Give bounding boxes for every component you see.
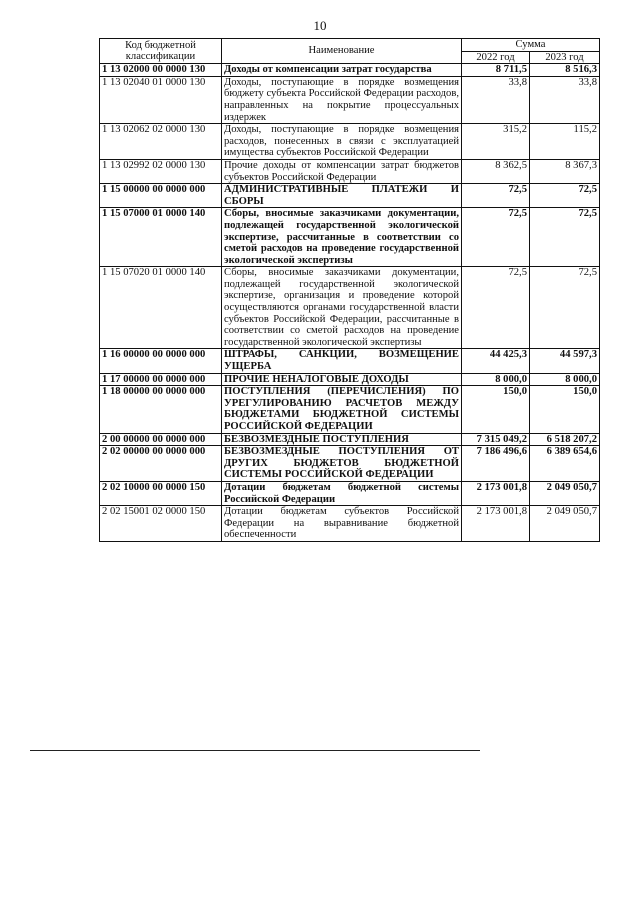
page-number: 10 bbox=[313, 18, 327, 33]
row-code: 2 02 00000 00 0000 000 bbox=[100, 446, 222, 482]
row-name: Доходы, поступающие в порядке возмещения расходов, понесенных в связи с эксплуатацией имущества субъектов Российской Федерации bbox=[222, 124, 462, 160]
row-value-2022: 33,8 bbox=[462, 76, 530, 123]
row-value-2022: 72,5 bbox=[462, 184, 530, 208]
row-name: Прочие доходы от компенсации затрат бюджетов субъектов Российской Федерации bbox=[222, 159, 462, 183]
row-value-2022: 8 711,5 bbox=[462, 64, 530, 77]
row-name: Доходы, поступающие в порядке возмещения бюджету субъекта Российской Федерации расходов, направленных на покрытие процессуальных издержек bbox=[222, 76, 462, 123]
header-year-2023: 2023 год bbox=[530, 51, 600, 64]
row-value-2023: 8 516,3 bbox=[530, 64, 600, 77]
table-row bbox=[100, 208, 600, 267]
row-name: АДМИНИСТРАТИВНЫЕ ПЛАТЕЖИ И СБОРЫ bbox=[222, 184, 462, 208]
row-value-2023: 115,2 bbox=[530, 124, 600, 160]
table-row bbox=[100, 64, 600, 77]
row-code: 1 13 02062 02 0000 130 bbox=[100, 124, 222, 160]
row-value-2022: 7 186 496,6 bbox=[462, 446, 530, 482]
row-code: 1 13 02000 00 0000 130 bbox=[100, 64, 222, 77]
row-code: 2 00 00000 00 0000 000 bbox=[100, 433, 222, 446]
row-name: ШТРАФЫ, САНКЦИИ, ВОЗМЕЩЕНИЕ УЩЕРБА bbox=[222, 349, 462, 373]
row-name: Сборы, вносимые заказчиками документации, подлежащей государственной экологической экспертизе, рассчитанные в соответствии со сметой расходов на проведение государственной экологической экспертизы bbox=[222, 208, 462, 267]
row-value-2023: 6 518 207,2 bbox=[530, 433, 600, 446]
row-value-2023: 33,8 bbox=[530, 76, 600, 123]
table-row bbox=[100, 184, 600, 208]
row-value-2022: 2 173 001,8 bbox=[462, 481, 530, 505]
table-row bbox=[100, 446, 600, 482]
footer-rule bbox=[30, 750, 480, 751]
table-row bbox=[100, 124, 600, 160]
row-name: Доходы от компенсации затрат государства bbox=[222, 64, 462, 77]
table-row bbox=[100, 349, 600, 373]
row-value-2023: 72,5 bbox=[530, 267, 600, 349]
row-value-2022: 315,2 bbox=[462, 124, 530, 160]
row-value-2022: 150,0 bbox=[462, 386, 530, 433]
row-code: 2 02 15001 02 0000 150 bbox=[100, 506, 222, 542]
row-value-2023: 72,5 bbox=[530, 184, 600, 208]
row-value-2022: 72,5 bbox=[462, 267, 530, 349]
row-value-2023: 8 000,0 bbox=[530, 373, 600, 386]
table-row bbox=[100, 159, 600, 183]
row-code: 1 15 00000 00 0000 000 bbox=[100, 184, 222, 208]
row-value-2023: 44 597,3 bbox=[530, 349, 600, 373]
header-sum: Сумма bbox=[462, 39, 600, 52]
row-name: БЕЗВОЗМЕЗДНЫЕ ПОСТУПЛЕНИЯ ОТ ДРУГИХ БЮДЖЕТОВ БЮДЖЕТНОЙ СИСТЕМЫ РОССИЙСКОЙ ФЕДЕРАЦИИ bbox=[222, 446, 462, 482]
row-value-2023: 2 049 050,7 bbox=[530, 506, 600, 542]
table-row bbox=[100, 386, 600, 433]
row-value-2022: 2 173 001,8 bbox=[462, 506, 530, 542]
row-value-2023: 8 367,3 bbox=[530, 159, 600, 183]
row-value-2023: 72,5 bbox=[530, 208, 600, 267]
table-body bbox=[100, 64, 600, 542]
header-year-2022: 2022 год bbox=[462, 51, 530, 64]
row-code: 1 16 00000 00 0000 000 bbox=[100, 349, 222, 373]
table-row bbox=[100, 506, 600, 542]
row-name: Дотации бюджетам субъектов Российской Федерации на выравнивание бюджетной обеспеченности bbox=[222, 506, 462, 542]
row-value-2023: 2 049 050,7 bbox=[530, 481, 600, 505]
budget-table bbox=[99, 38, 600, 542]
table-row bbox=[100, 76, 600, 123]
table-row bbox=[100, 373, 600, 386]
row-name: Дотации бюджетам бюджетной системы Российской Федерации bbox=[222, 481, 462, 505]
row-value-2023: 150,0 bbox=[530, 386, 600, 433]
table-header-row bbox=[100, 39, 600, 52]
row-code: 1 15 07020 01 0000 140 bbox=[100, 267, 222, 349]
row-name: Сборы, вносимые заказчиками документации, подлежащей государственной экологической экспертизе, организация и проведение которой осуществляются органами государственной власти субъектов Российской Федерации, рассчитанные в соответствии со сметой расходов на проведение государственной экологической экспертизы bbox=[222, 267, 462, 349]
row-value-2023: 6 389 654,6 bbox=[530, 446, 600, 482]
row-code: 1 17 00000 00 0000 000 bbox=[100, 373, 222, 386]
row-value-2022: 8 362,5 bbox=[462, 159, 530, 183]
row-name: БЕЗВОЗМЕЗДНЫЕ ПОСТУПЛЕНИЯ bbox=[222, 433, 462, 446]
row-value-2022: 7 315 049,2 bbox=[462, 433, 530, 446]
row-code: 1 18 00000 00 0000 000 bbox=[100, 386, 222, 433]
row-value-2022: 72,5 bbox=[462, 208, 530, 267]
row-value-2022: 44 425,3 bbox=[462, 349, 530, 373]
row-name: ПОСТУПЛЕНИЯ (ПЕРЕЧИСЛЕНИЯ) ПО УРЕГУЛИРОВАНИЮ РАСЧЕТОВ МЕЖДУ БЮДЖЕТАМИ БЮДЖЕТНОЙ СИСТЕМЫ РОССИЙСКОЙ ФЕДЕРАЦИИ bbox=[222, 386, 462, 433]
row-code: 2 02 10000 00 0000 150 bbox=[100, 481, 222, 505]
header-code: Код бюджетной классификации bbox=[100, 39, 222, 64]
table-row bbox=[100, 267, 600, 349]
row-value-2022: 8 000,0 bbox=[462, 373, 530, 386]
row-code: 1 15 07000 01 0000 140 bbox=[100, 208, 222, 267]
row-code: 1 13 02040 01 0000 130 bbox=[100, 76, 222, 123]
header-name: Наименование bbox=[222, 39, 462, 64]
table-row bbox=[100, 481, 600, 505]
row-code: 1 13 02992 02 0000 130 bbox=[100, 159, 222, 183]
table-row bbox=[100, 433, 600, 446]
row-name: ПРОЧИЕ НЕНАЛОГОВЫЕ ДОХОДЫ bbox=[222, 373, 462, 386]
